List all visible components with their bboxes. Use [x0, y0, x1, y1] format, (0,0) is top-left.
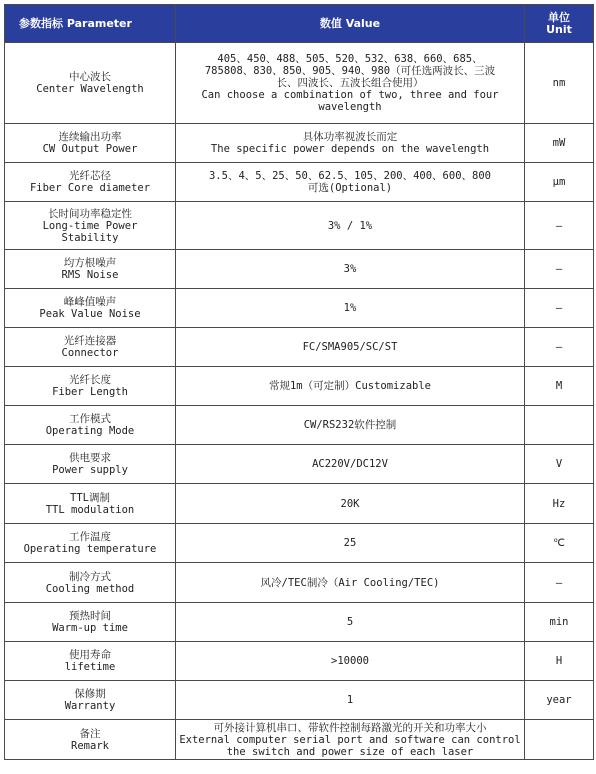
value-cell [176, 43, 525, 124]
value-cell [176, 524, 525, 563]
unit-cell: — [525, 250, 594, 289]
param-cell [5, 563, 176, 603]
table-row [5, 681, 594, 720]
table-row [5, 289, 594, 328]
param-label-line: Stability [61, 231, 119, 244]
param-label-line: Power supply [52, 464, 128, 476]
value-cell [176, 445, 525, 484]
table-row [5, 43, 594, 124]
unit-cell: ℃ [525, 524, 594, 563]
unit-cell [525, 720, 594, 760]
unit-cell: — [525, 202, 594, 250]
unit-cell: — [525, 563, 594, 603]
value-text-line: 405、450、488、505、520、532、638、660、685、 [217, 53, 483, 65]
param-cell [5, 163, 176, 202]
unit-cell: mW [525, 124, 594, 163]
param-label-line: 光纤连接器 [63, 335, 117, 347]
param-label-line: TTL调制 [70, 491, 110, 504]
value-text-line: 3% / 1% [327, 219, 373, 232]
value-text-line: Can choose a combination of two, three and four [201, 89, 499, 101]
table-body [5, 43, 594, 760]
param-label-line: Center Wavelength [36, 83, 144, 95]
param-label-line: 光纤长度 [69, 374, 111, 386]
table-row [5, 328, 594, 367]
header-unit-line: Unit [546, 22, 572, 36]
param-label-line: RMS Noise [61, 269, 119, 281]
header-unit [525, 5, 594, 43]
param-label-line: 峰峰值噪声 [63, 296, 117, 308]
table-header-row [5, 5, 594, 43]
value-cell [176, 367, 525, 406]
param-label-line: 供电要求 [69, 452, 111, 464]
param-label-line: Remark [71, 739, 109, 752]
value-text-line: 1% [343, 302, 357, 314]
value-cell [176, 642, 525, 681]
header-value: 数值 Value [176, 5, 525, 43]
value-text-line: 785808、830、850、905、940、980（可任选两波长、三波 [204, 65, 496, 77]
param-cell [5, 250, 176, 289]
header-parameter: 参数指标 Parameter [5, 5, 176, 43]
spec-table [4, 4, 594, 760]
value-cell [176, 250, 525, 289]
param-label-line: Connector [61, 347, 119, 359]
param-cell [5, 642, 176, 681]
param-cell [5, 445, 176, 484]
value-text-line: >10000 [331, 655, 369, 667]
value-text-line: 5 [346, 616, 354, 628]
table-row [5, 603, 594, 642]
value-text-line: 3.5、4、5、25、50、62.5、105、200、400、600、800 [208, 170, 491, 182]
param-label-line: lifetime [64, 661, 116, 673]
value-text-line: 1 [346, 694, 354, 706]
param-cell [5, 603, 176, 642]
param-cell [5, 289, 176, 328]
value-text-line: 长、四波长、五波长组合使用） [276, 77, 424, 89]
unit-cell: nm [525, 43, 594, 124]
param-cell [5, 524, 176, 563]
param-label-line: Operating Mode [45, 425, 135, 437]
param-label-line: 工作温度 [69, 531, 111, 543]
table-row [5, 406, 594, 445]
value-text-line: External computer serial port and software can control [179, 733, 521, 746]
param-label-line: Fiber Length [52, 386, 128, 398]
unit-cell: — [525, 328, 594, 367]
value-text-line: 可外接计算机串口、带软件控制每路激光的开关和功率大小 [213, 721, 487, 734]
param-cell [5, 367, 176, 406]
param-cell [5, 43, 176, 124]
param-label-line: 连续输出功率 [58, 131, 122, 143]
param-label-line: Warm-up time [52, 622, 128, 634]
param-label-line: 长时间功率稳定性 [48, 207, 132, 220]
header-unit-line: 单位 [548, 10, 570, 24]
param-label-line: 光纤芯径 [69, 170, 111, 182]
value-cell [176, 163, 525, 202]
param-label-line: 工作模式 [69, 413, 111, 425]
param-label-line: Warranty [64, 700, 116, 712]
param-label-line: Peak Value Noise [39, 308, 141, 320]
param-label-line: 备注 [79, 727, 101, 740]
unit-cell: V [525, 445, 594, 484]
table-row [5, 642, 594, 681]
value-text-line: FC/SMA905/SC/ST [302, 341, 398, 353]
param-label-line: 使用寿命 [69, 649, 111, 661]
table-row [5, 163, 594, 202]
value-text-line: AC220V/DC12V [312, 458, 388, 470]
unit-cell: H [525, 642, 594, 681]
table-row [5, 484, 594, 524]
param-label-line: Long-time Power [42, 219, 138, 232]
value-text-line: 3% [343, 263, 357, 275]
param-label-line: 制冷方式 [69, 570, 111, 583]
param-label-line: 保修期 [74, 688, 106, 700]
value-cell [176, 681, 525, 720]
value-text-line: 常规1m（可定制）Customizable [268, 380, 431, 392]
param-cell [5, 124, 176, 163]
value-text-line: 25 [343, 537, 357, 549]
value-text-line: 可选(Optional) [307, 182, 393, 194]
value-text-line: The specific power depends on the wavelength [210, 143, 490, 155]
value-cell [176, 720, 525, 760]
param-label-line: 均方根噪声 [63, 257, 117, 269]
value-text-line: wavelength [318, 101, 382, 113]
value-text-line: 20K [340, 497, 360, 510]
value-cell [176, 484, 525, 524]
param-label-line: TTL modulation [45, 503, 135, 516]
param-cell [5, 720, 176, 760]
unit-cell: year [525, 681, 594, 720]
unit-cell: μm [525, 163, 594, 202]
value-text-line: the switch and power size of each laser [226, 745, 474, 758]
value-cell [176, 603, 525, 642]
table-row [5, 202, 594, 250]
param-cell [5, 406, 176, 445]
param-label-line: Operating temperature [23, 543, 157, 555]
param-label-line: 预热时间 [69, 610, 111, 622]
value-cell [176, 563, 525, 603]
unit-cell: M [525, 367, 594, 406]
value-cell [176, 289, 525, 328]
value-cell [176, 406, 525, 445]
param-cell [5, 328, 176, 367]
table-row [5, 563, 594, 603]
table-row [5, 367, 594, 406]
unit-cell: — [525, 289, 594, 328]
param-cell [5, 681, 176, 720]
table-row [5, 445, 594, 484]
unit-cell [525, 406, 594, 445]
table-row [5, 720, 594, 760]
value-text-line: 风冷/TEC制冷（Air Cooling/TEC) [260, 576, 440, 589]
param-cell [5, 202, 176, 250]
table-row [5, 250, 594, 289]
table-row [5, 524, 594, 563]
value-text-line: CW/RS232软件控制 [303, 419, 397, 431]
unit-cell: min [525, 603, 594, 642]
value-cell [176, 124, 525, 163]
param-label-line: Fiber Core diameter [29, 182, 151, 194]
value-cell [176, 202, 525, 250]
param-cell [5, 484, 176, 524]
value-text-line: 具体功率视波长而定 [302, 131, 398, 143]
unit-cell: Hz [525, 484, 594, 524]
value-cell [176, 328, 525, 367]
param-label-line: 中心波长 [69, 71, 111, 83]
param-label-line: Cooling method [45, 582, 135, 595]
param-label-line: CW Output Power [42, 143, 138, 155]
table-row [5, 124, 594, 163]
